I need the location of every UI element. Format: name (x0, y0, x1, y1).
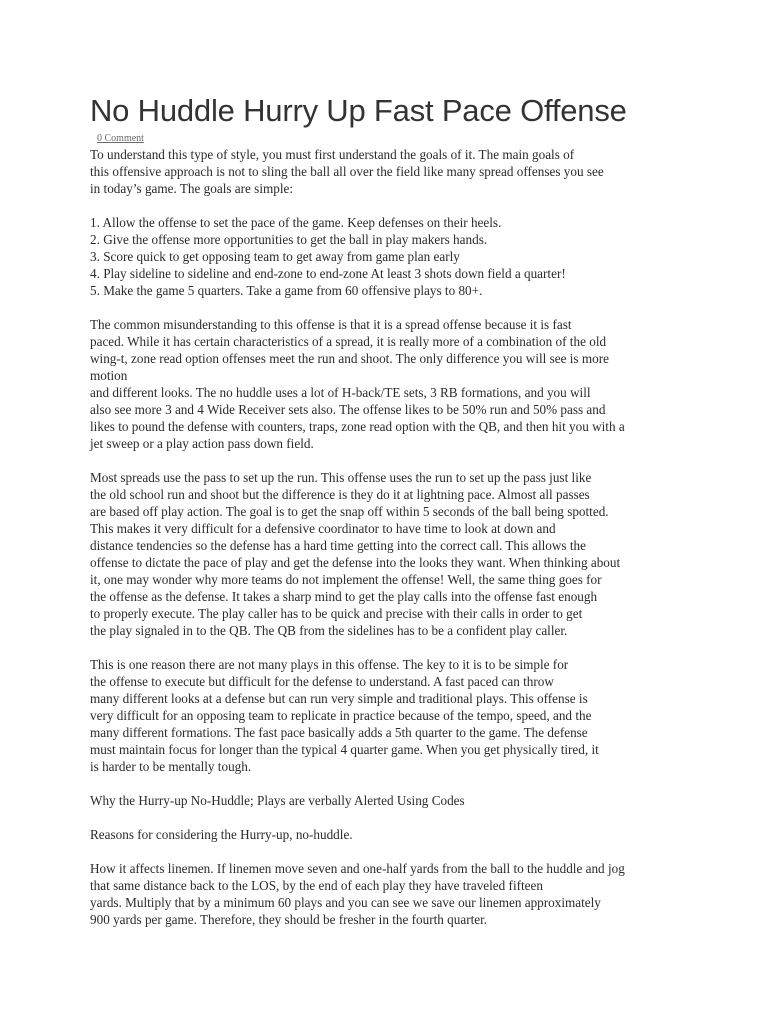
text-line: motion (90, 368, 128, 383)
text-line: 3. Score quick to get opposing team to get away from game plan early (90, 249, 460, 264)
text-line: 900 yards per game. Therefore, they should be fresher in the fourth quarter. (90, 912, 488, 927)
text-line: offense to dictate the pace of play and get the defense into the looks they want. When thinking about (90, 555, 621, 570)
text-line: very difficult for an opposing team to replicate in practice because of the tempo, speed, and the (90, 708, 592, 723)
text-line: wing-t, zone read option offenses meet the run and shoot. The only difference you will see is more (90, 351, 609, 366)
article (90, 92, 690, 945)
text-line: paced. While it has certain characteristics of a spread, it is really more of a combination of the old (90, 334, 607, 349)
text-line: 1. Allow the offense to set the pace of the game. Keep defenses on their heels. (90, 215, 502, 230)
paragraph (90, 146, 690, 197)
paragraph (90, 860, 690, 928)
text-line: many different looks at a defense but can run very simple and traditional plays. This offense is (90, 691, 588, 706)
text-line: How it affects linemen. If linemen move seven and one-half yards from the ball to the huddle and jog (90, 861, 625, 876)
text-line: This is one reason there are not many plays in this offense. The key to it is to be simple for (90, 657, 569, 672)
paragraph (90, 792, 690, 809)
text-line: it, one may wonder why more teams do not implement the offense! Well, the same thing goes for (90, 572, 602, 587)
text-line: many different formations. The fast pace basically adds a 5th quarter to the game. The defense (90, 725, 588, 740)
article-body (90, 146, 690, 928)
paragraph (90, 214, 690, 299)
text-line: also see more 3 and 4 Wide Receiver sets also. The offense likes to be 50% run and 50% pass and (90, 402, 606, 417)
text-line: the offense as the defense. It takes a sharp mind to get the play calls into the offense fast enough (90, 589, 598, 604)
comment-count-link[interactable]: 0 Comment (97, 133, 144, 144)
text-line: in today’s game. The goals are simple: (90, 181, 294, 196)
text-line: must maintain focus for longer than the typical 4 quarter game. When you get physically tired, it (90, 742, 599, 757)
text-line: yards. Multiply that by a minimum 60 plays and you can see we save our linemen approximately (90, 895, 601, 910)
text-line: are based off play action. The goal is to get the snap off within 5 seconds of the ball being spotted. (90, 504, 609, 519)
text-line: Reasons for considering the Hurry-up, no-huddle. (90, 827, 353, 842)
text-line: 2. Give the offense more opportunities to get the ball in play makers hands. (90, 232, 488, 247)
text-line: jet sweep or a play action pass down field. (90, 436, 314, 451)
text-line: The common misunderstanding to this offense is that it is a spread offense because it is fast (90, 317, 572, 332)
text-line: the play signaled in to the QB. The QB from the sidelines has to be a confident play caller. (90, 623, 568, 638)
text-line: Most spreads use the pass to set up the run. This offense uses the run to set up the pass just like (90, 470, 592, 485)
text-line: 5. Make the game 5 quarters. Take a game from 60 offensive plays to 80+. (90, 283, 483, 298)
text-line: distance tendencies so the defense has a hard time getting into the correct call. This allows the (90, 538, 586, 553)
paragraph (90, 826, 690, 843)
text-line: Why the Hurry-up No-Huddle; Plays are verbally Alerted Using Codes (90, 793, 465, 808)
text-line: 4. Play sideline to sideline and end-zone to end-zone At least 3 shots down field a quarter! (90, 266, 566, 281)
text-line: that same distance back to the LOS, by the end of each play they have traveled fifteen (90, 878, 543, 893)
text-line: this offensive approach is not to sling the ball all over the field like many spread offenses you see (90, 164, 604, 179)
text-line: to properly execute. The play caller has to be quick and precise with their calls in order to get (90, 606, 583, 621)
text-line: This makes it very difficult for a defensive coordinator to have time to look at down and (90, 521, 556, 536)
text-line: likes to pound the defense with counters, traps, zone read option with the QB, and then hit you with a (90, 419, 625, 434)
text-line: the offense to execute but difficult for the defense to understand. A fast paced can throw (90, 674, 554, 689)
page-title: No Huddle Hurry Up Fast Pace Offense (90, 93, 627, 128)
text-line: is harder to be mentally tough. (90, 759, 252, 774)
text-line: and different looks. The no huddle uses a lot of H-back/TE sets, 3 RB formations, and you will (90, 385, 591, 400)
paragraph (90, 316, 690, 452)
paragraph (90, 656, 690, 775)
paragraph (90, 469, 690, 639)
text-line: To understand this type of style, you must first understand the goals of it. The main goals of (90, 147, 575, 162)
text-line: the old school run and shoot but the difference is they do it at lightning pace. Almost all passes (90, 487, 590, 502)
